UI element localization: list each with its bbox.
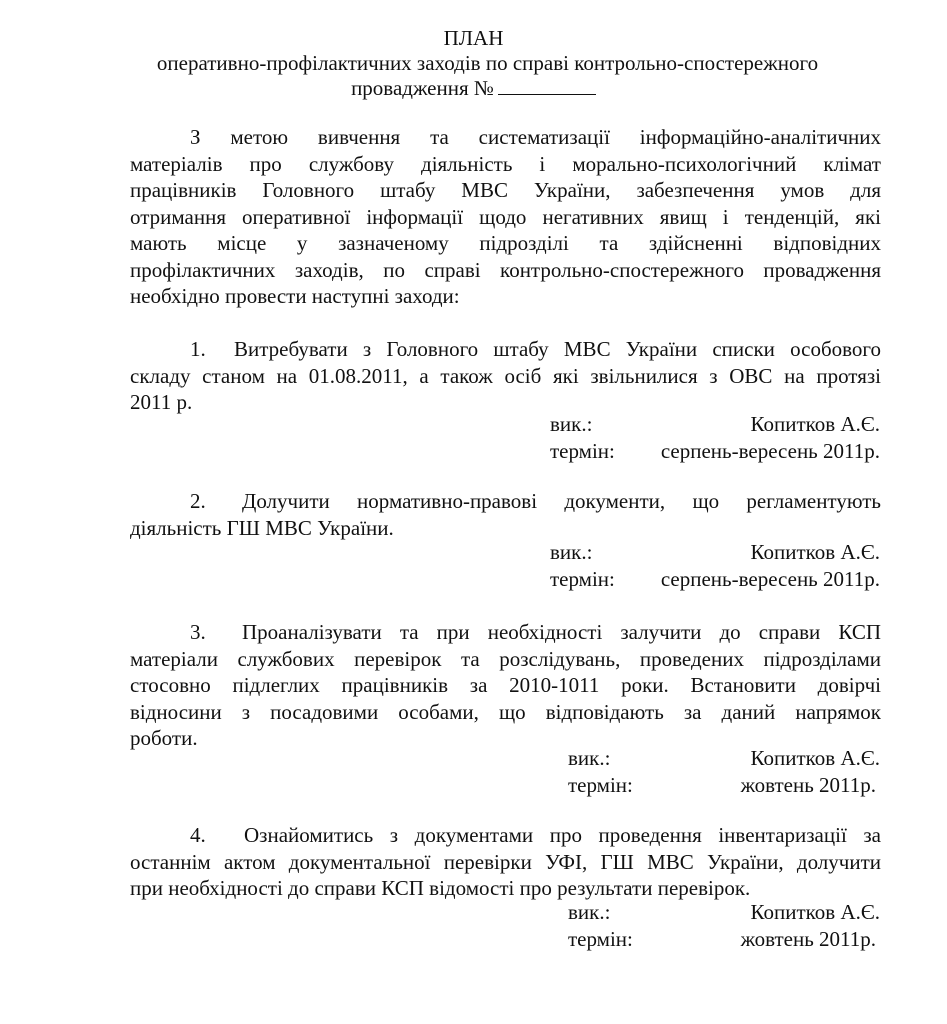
executor-row (550, 411, 880, 438)
deadline-value: серпень-вересень 2011р. (660, 567, 880, 591)
intro-line: профілактичних заходів, по справі контрольно-спостережного провадження (130, 257, 881, 282)
executor-label: вик.: (568, 900, 611, 924)
intro-line: З метою вивчення та систематизації інформаційно-аналітичних (190, 125, 881, 149)
executor-label: вик.: (550, 412, 593, 436)
item-line: 1. Витребувати з Головного штабу МВС України списки особового (190, 337, 881, 361)
plan-item-3 (130, 619, 881, 752)
item-2-assignment (550, 539, 880, 593)
intro-line: матеріалів про службову діяльність і морально-психологічний клімат (130, 151, 881, 176)
deadline-label: термін: (550, 439, 615, 463)
item-number: 1. (190, 337, 206, 361)
item-3-assignment (550, 745, 880, 799)
executor-name: Копитков А.Є. (750, 412, 880, 436)
case-number-line (0, 76, 947, 101)
item-1-assignment (550, 411, 880, 465)
item-line: 2. Долучити нормативно-правові документи, що регламентують (190, 489, 881, 513)
intro-line: працівників Головного штабу МВС України, забезпечення умов для (130, 178, 881, 202)
intro-line: отримання оперативної інформації щодо негативних явищ і тенденцій, які (130, 204, 881, 229)
deadline-row (550, 438, 880, 465)
deadline-row (550, 772, 880, 799)
deadline-label: термін: (550, 567, 615, 591)
title-block (0, 26, 947, 101)
deadline-row (550, 566, 880, 593)
executor-row (550, 899, 880, 926)
executor-name: Копитков А.Є. (750, 540, 880, 564)
page-title: ПЛАН (443, 26, 504, 50)
item-4-assignment (550, 899, 880, 953)
item-line: роботи. (130, 726, 198, 750)
deadline-row (550, 926, 880, 953)
deadline-value: жовтень 2011р. (740, 773, 876, 797)
deadline-label: термін: (568, 927, 633, 951)
item-number: 2. (190, 489, 206, 513)
executor-name: Копитков А.Є. (750, 746, 880, 770)
executor-row (550, 745, 880, 772)
item-line: складу станом на 01.08.2011, а також осіб які звільнилися з ОВС на протязі (130, 363, 881, 388)
plan-item-1 (130, 336, 881, 416)
executor-name: Копитков А.Є. (750, 900, 880, 924)
item-line: матеріали службових перевірок та розслідувань, проведених підрозділами (130, 646, 881, 671)
executor-label: вик.: (550, 540, 593, 564)
intro-line: мають місце у зазначеному підрозділі та здійсненні відповідних (130, 231, 881, 255)
item-line: відносини з посадовими особами, що відповідають за даний напрямок (130, 699, 881, 724)
plan-item-4 (130, 822, 881, 902)
intro-paragraph (130, 124, 881, 310)
intro-line: необхідно провести наступні заходи: (130, 284, 460, 308)
executor-row (550, 539, 880, 566)
page-subtitle: оперативно-профілактичних заходів по справі контрольно-спостережного (156, 51, 819, 75)
item-line: стосовно підлеглих працівників за 2010-1011 роки. Встановити довірчі (130, 673, 881, 697)
deadline-value: жовтень 2011р. (740, 927, 876, 951)
item-line: останнім актом документальної перевірки УФІ, ГШ МВС України, долучити (130, 849, 881, 874)
item-number: 4. (190, 823, 206, 847)
case-number-blank (498, 77, 596, 95)
deadline-label: термін: (568, 773, 633, 797)
deadline-value: серпень-вересень 2011р. (660, 439, 880, 463)
item-line: 3. Проаналізувати та при необхідності залучити до справи КСП (190, 620, 881, 644)
item-line: 2011 р. (130, 390, 193, 414)
executor-label: вик.: (568, 746, 611, 770)
plan-item-2 (130, 488, 881, 541)
item-number: 3. (190, 620, 206, 644)
item-line: діяльність ГШ МВС України. (130, 515, 394, 540)
item-line: 4. Ознайомитись з документами про проведення інвентаризації за (190, 823, 881, 847)
case-number-label: провадження № (351, 76, 494, 100)
item-line: при необхідності до справи КСП відомості про результати перевірок. (130, 876, 751, 900)
